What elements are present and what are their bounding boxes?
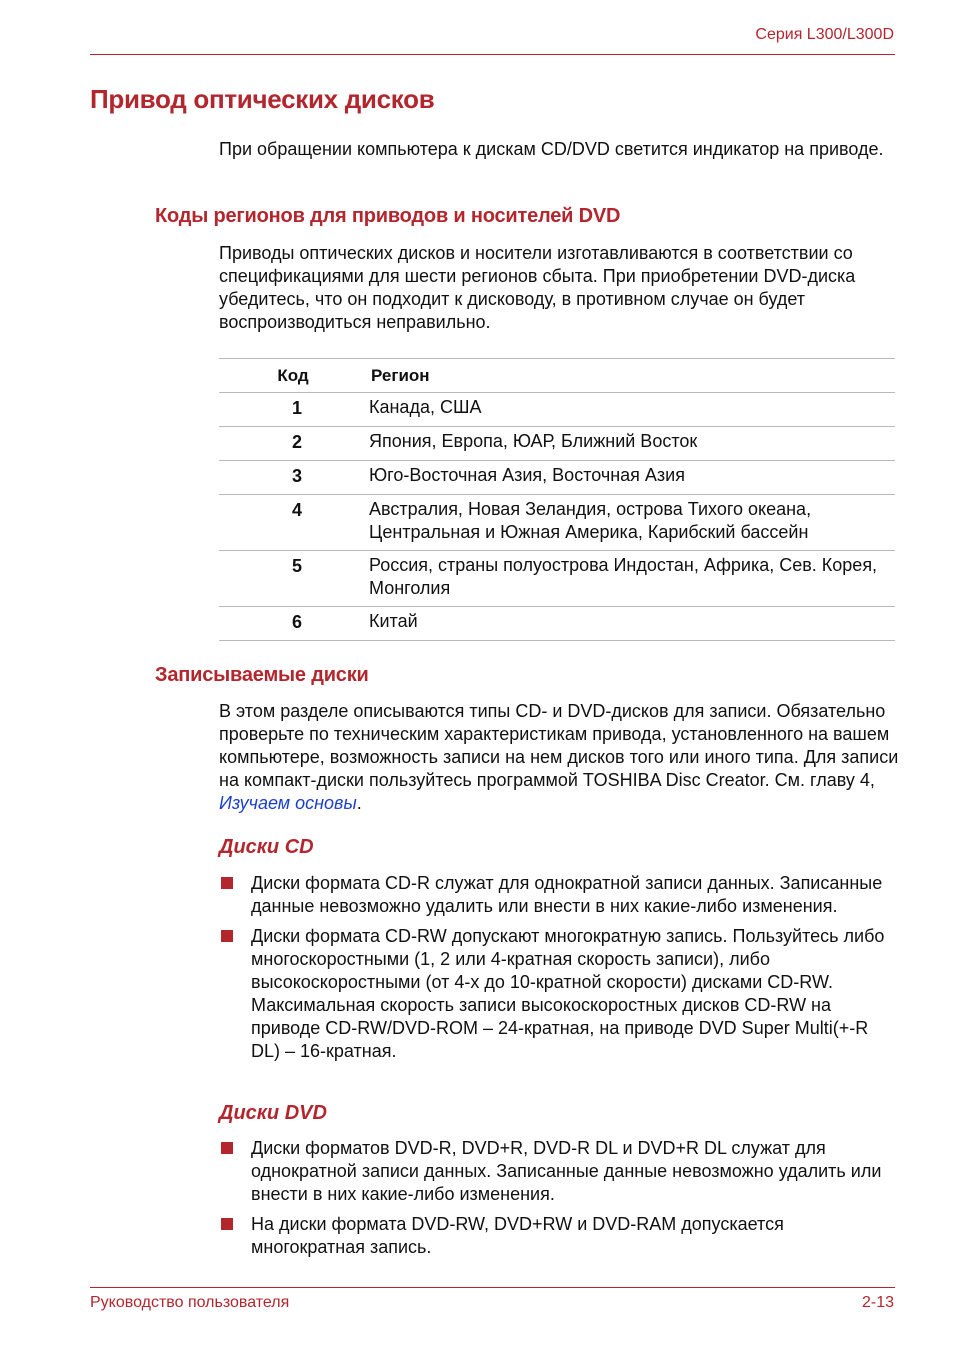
list-item bbox=[219, 872, 899, 918]
list-item-text: Диски форматов DVD-R, DVD+R, DVD-R DL и DVD+R DL служат для однократной записи данных. Записанные данные невозможно удалить или внести в них какие-либо изменения. bbox=[251, 1138, 882, 1204]
footer-divider bbox=[90, 1287, 895, 1288]
table-row bbox=[219, 461, 895, 495]
region-code: 1 bbox=[219, 393, 367, 427]
table-row bbox=[219, 427, 895, 461]
region-name: Австралия, Новая Зеландия, острова Тихого океана, Центральная и Южная Америка, Карибский бассейн bbox=[367, 495, 895, 551]
column-header-code: Код bbox=[219, 359, 367, 393]
region-code: 2 bbox=[219, 427, 367, 461]
bullet-square-icon bbox=[221, 1218, 233, 1230]
list-item-text: На диски формата DVD-RW, DVD+RW и DVD-RAM допускается многократная запись. bbox=[251, 1214, 784, 1257]
region-table bbox=[219, 358, 895, 641]
region-name: Япония, Европа, ЮАР, Ближний Восток bbox=[367, 427, 895, 461]
column-header-region: Регион bbox=[367, 359, 895, 393]
dvd-discs-list bbox=[219, 1137, 899, 1266]
region-code: 6 bbox=[219, 607, 367, 641]
table-row bbox=[219, 551, 895, 607]
dvd-discs-heading: Диски DVD bbox=[219, 1102, 327, 1124]
cd-discs-list bbox=[219, 872, 899, 1070]
list-item-text: Диски формата CD-RW допускают многократную запись. Пользуйтесь либо многоскоростными (1, 2 или 4-кратная скорость записи), либо высокоскоростными (от 4-х до 10-кратной скорости) дисками CD-RW. Максимальная скорость записи высокоскоростных дисков CD-RW на приводе CD-RW/DVD-ROM – 24-кратная, на приводе DVD Super Multi(+-R DL) – 16-кратная. bbox=[251, 926, 885, 1061]
region-name: Юго-Восточная Азия, Восточная Азия bbox=[367, 461, 895, 495]
writable-discs-text: В этом разделе описываются типы CD- и DVD-дисков для записи. Обязательно проверьте по техническим характеристикам привода, установленного на вашем компьютере, возможность записи на нем дисков того или иного типа. Для записи на компакт-диски пользуйтесь программой TOSHIBA Disc Creator. См. главу 4, bbox=[219, 701, 899, 790]
page-title: Привод оптических дисков bbox=[90, 84, 435, 114]
writable-discs-period: . bbox=[356, 793, 362, 813]
bullet-square-icon bbox=[221, 1142, 233, 1154]
intro-paragraph: При обращении компьютера к дискам CD/DVD светится индикатор на приводе. bbox=[219, 139, 884, 159]
region-code: 3 bbox=[219, 461, 367, 495]
footer-page-number: 2-13 bbox=[861, 1294, 894, 1311]
list-item bbox=[219, 1137, 899, 1206]
cd-discs-heading: Диски CD bbox=[219, 836, 314, 858]
region-codes-heading: Коды регионов для приводов и носителей DVD bbox=[155, 205, 621, 227]
region-name: Россия, страны полуострова Индостан, Африка, Сев. Корея, Монголия bbox=[367, 551, 895, 607]
writable-discs-paragraph bbox=[219, 700, 899, 815]
list-item bbox=[219, 1213, 899, 1259]
basics-chapter-link[interactable]: Изучаем основы bbox=[219, 793, 357, 813]
header-series: Серия L300/L300D bbox=[755, 26, 894, 43]
region-name: Канада, США bbox=[367, 393, 895, 427]
list-item bbox=[219, 925, 899, 1063]
table-row bbox=[219, 393, 895, 427]
list-item-text: Диски формата CD-R служат для однократной записи данных. Записанные данные невозможно удалить или внести в них какие-либо изменения. bbox=[251, 873, 883, 916]
table-row bbox=[219, 495, 895, 551]
region-name: Китай bbox=[367, 607, 895, 641]
bullet-square-icon bbox=[221, 877, 233, 889]
writable-discs-heading: Записываемые диски bbox=[155, 664, 369, 686]
header-divider bbox=[90, 54, 895, 55]
region-code: 5 bbox=[219, 551, 367, 607]
region-codes-paragraph: Приводы оптических дисков и носители изготавливаются в соответствии со спецификациями для шести регионов сбыта. При приобретении DVD-диска убедитесь, что он подходит к дисководу, в противном случае он будет воспроизводиться неправильно. bbox=[219, 243, 856, 332]
bullet-square-icon bbox=[221, 930, 233, 942]
region-table-header-row bbox=[219, 359, 895, 393]
footer-manual-title: Руководство пользователя bbox=[90, 1294, 290, 1311]
table-row bbox=[219, 607, 895, 641]
region-code: 4 bbox=[219, 495, 367, 551]
